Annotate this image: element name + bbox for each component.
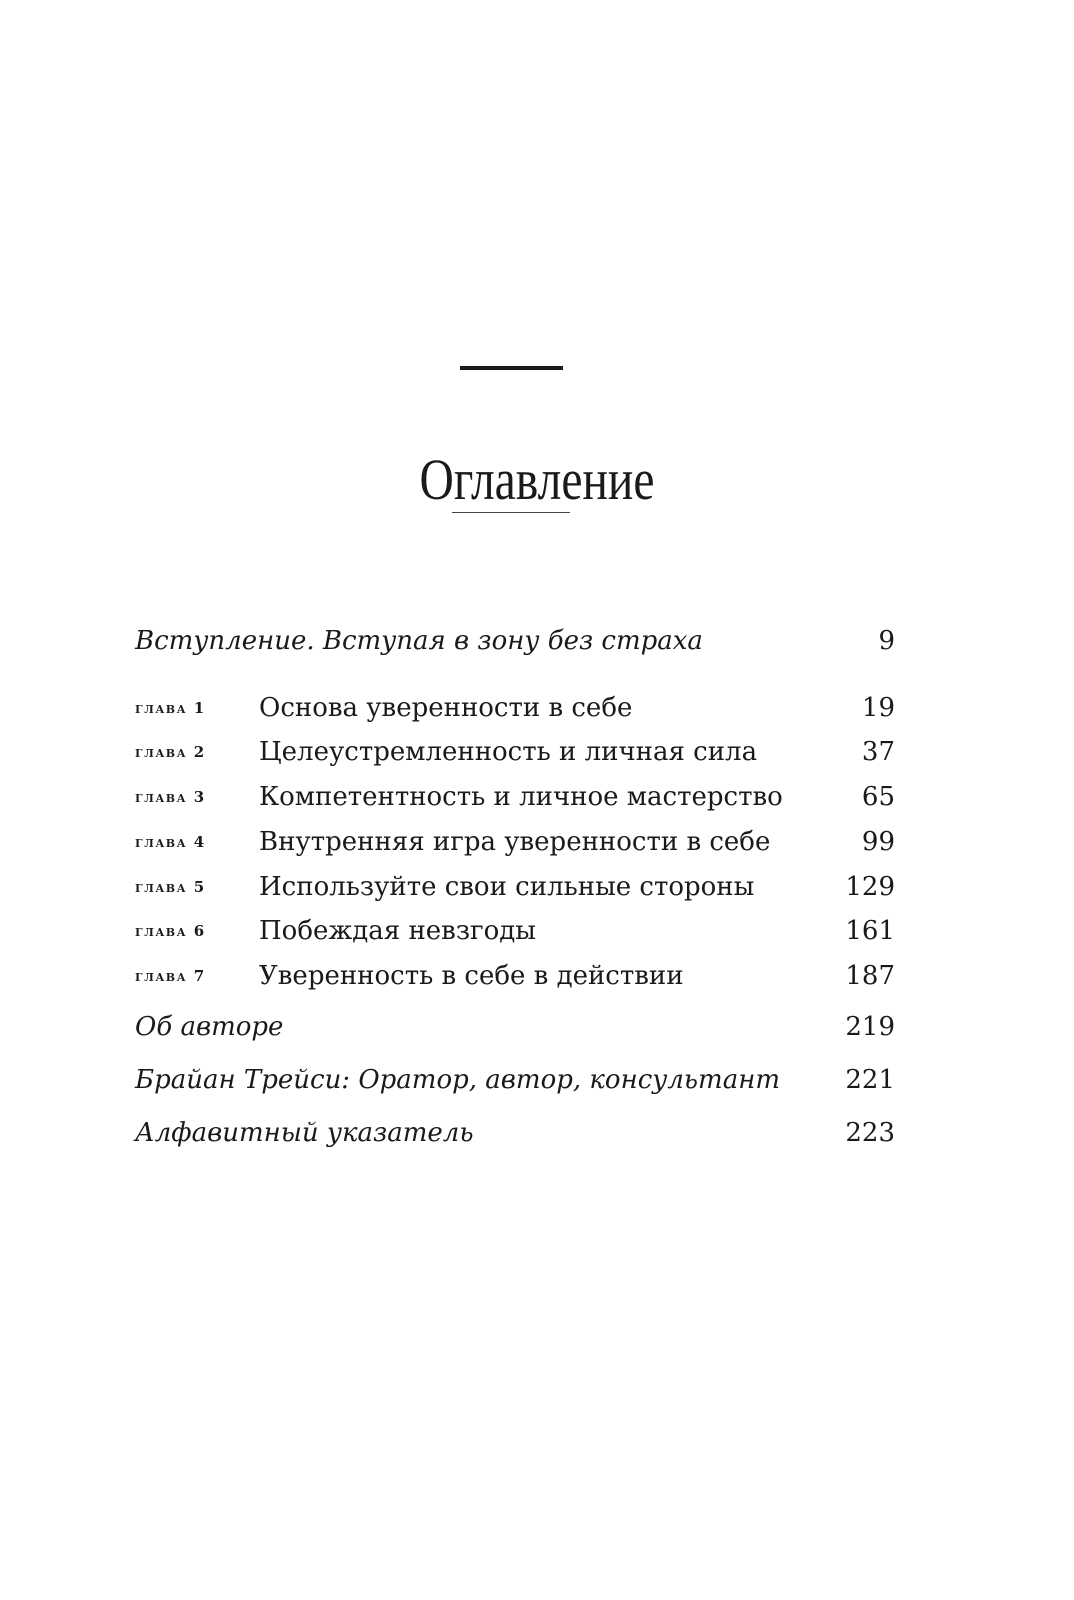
toc-entry-chapter-3[interactable] bbox=[135, 777, 895, 817]
chapter-tag: глава 1 bbox=[135, 699, 206, 717]
chapter-tag: глава 4 bbox=[135, 833, 206, 851]
toc-entry-chapter-2[interactable] bbox=[135, 732, 895, 772]
toc-page-number: 19 bbox=[861, 693, 895, 723]
toc-entry-chapter-5[interactable] bbox=[135, 867, 895, 907]
toc-page-number: 65 bbox=[861, 782, 895, 812]
top-decorative-rule bbox=[460, 366, 563, 370]
toc-page-number: 187 bbox=[845, 961, 895, 991]
toc-entry-label: Об авторе bbox=[135, 1012, 284, 1042]
toc-entry-label: Алфавитный указатель bbox=[135, 1118, 474, 1148]
chapter-tag: глава 2 bbox=[135, 743, 206, 761]
chapter-title: Побеждая невзгоды bbox=[259, 916, 536, 946]
toc-page-number: 37 bbox=[861, 737, 895, 767]
toc-entry-about-author[interactable] bbox=[135, 1007, 895, 1047]
toc-entry-chapter-1[interactable] bbox=[135, 688, 895, 728]
toc-entry-chapter-7[interactable] bbox=[135, 956, 895, 996]
chapter-tag: глава 5 bbox=[135, 878, 206, 896]
toc-page-number: 223 bbox=[845, 1118, 895, 1148]
toc-entry-index[interactable] bbox=[135, 1113, 895, 1153]
toc-entry-intro[interactable] bbox=[135, 621, 895, 661]
chapter-title: Компетентность и личное мастерство bbox=[259, 782, 783, 812]
toc-page-number: 9 bbox=[878, 626, 895, 656]
chapter-title: Целеустремленность и личная сила bbox=[259, 737, 758, 767]
chapter-title: Основа уверенности в себе bbox=[259, 693, 633, 723]
toc-entry-chapter-4[interactable] bbox=[135, 822, 895, 862]
chapter-title: Уверенность в себе в действии bbox=[259, 961, 684, 991]
chapter-tag: глава 6 bbox=[135, 922, 206, 940]
chapter-title: Внутренняя игра уверенности в себе bbox=[259, 827, 771, 857]
toc-page-number: 99 bbox=[861, 827, 895, 857]
toc-page-number: 219 bbox=[845, 1012, 895, 1042]
chapter-tag: глава 7 bbox=[135, 967, 206, 985]
toc-entry-chapter-6[interactable] bbox=[135, 911, 895, 951]
toc-entry-brian-tracy[interactable] bbox=[135, 1060, 895, 1100]
toc-entry-label: Вступление. Вступая в зону без страха bbox=[135, 626, 703, 656]
chapter-title: Используйте свои сильные стороны bbox=[259, 872, 755, 902]
page-title: Оглавление bbox=[419, 447, 655, 512]
toc-page-number: 221 bbox=[845, 1065, 895, 1095]
chapter-tag: глава 3 bbox=[135, 788, 206, 806]
toc-entry-label: Брайан Трейси: Оратор, автор, консультант bbox=[135, 1065, 780, 1095]
toc-page-number: 129 bbox=[845, 872, 895, 902]
title-underline bbox=[452, 512, 570, 513]
toc-page-number: 161 bbox=[845, 916, 895, 946]
